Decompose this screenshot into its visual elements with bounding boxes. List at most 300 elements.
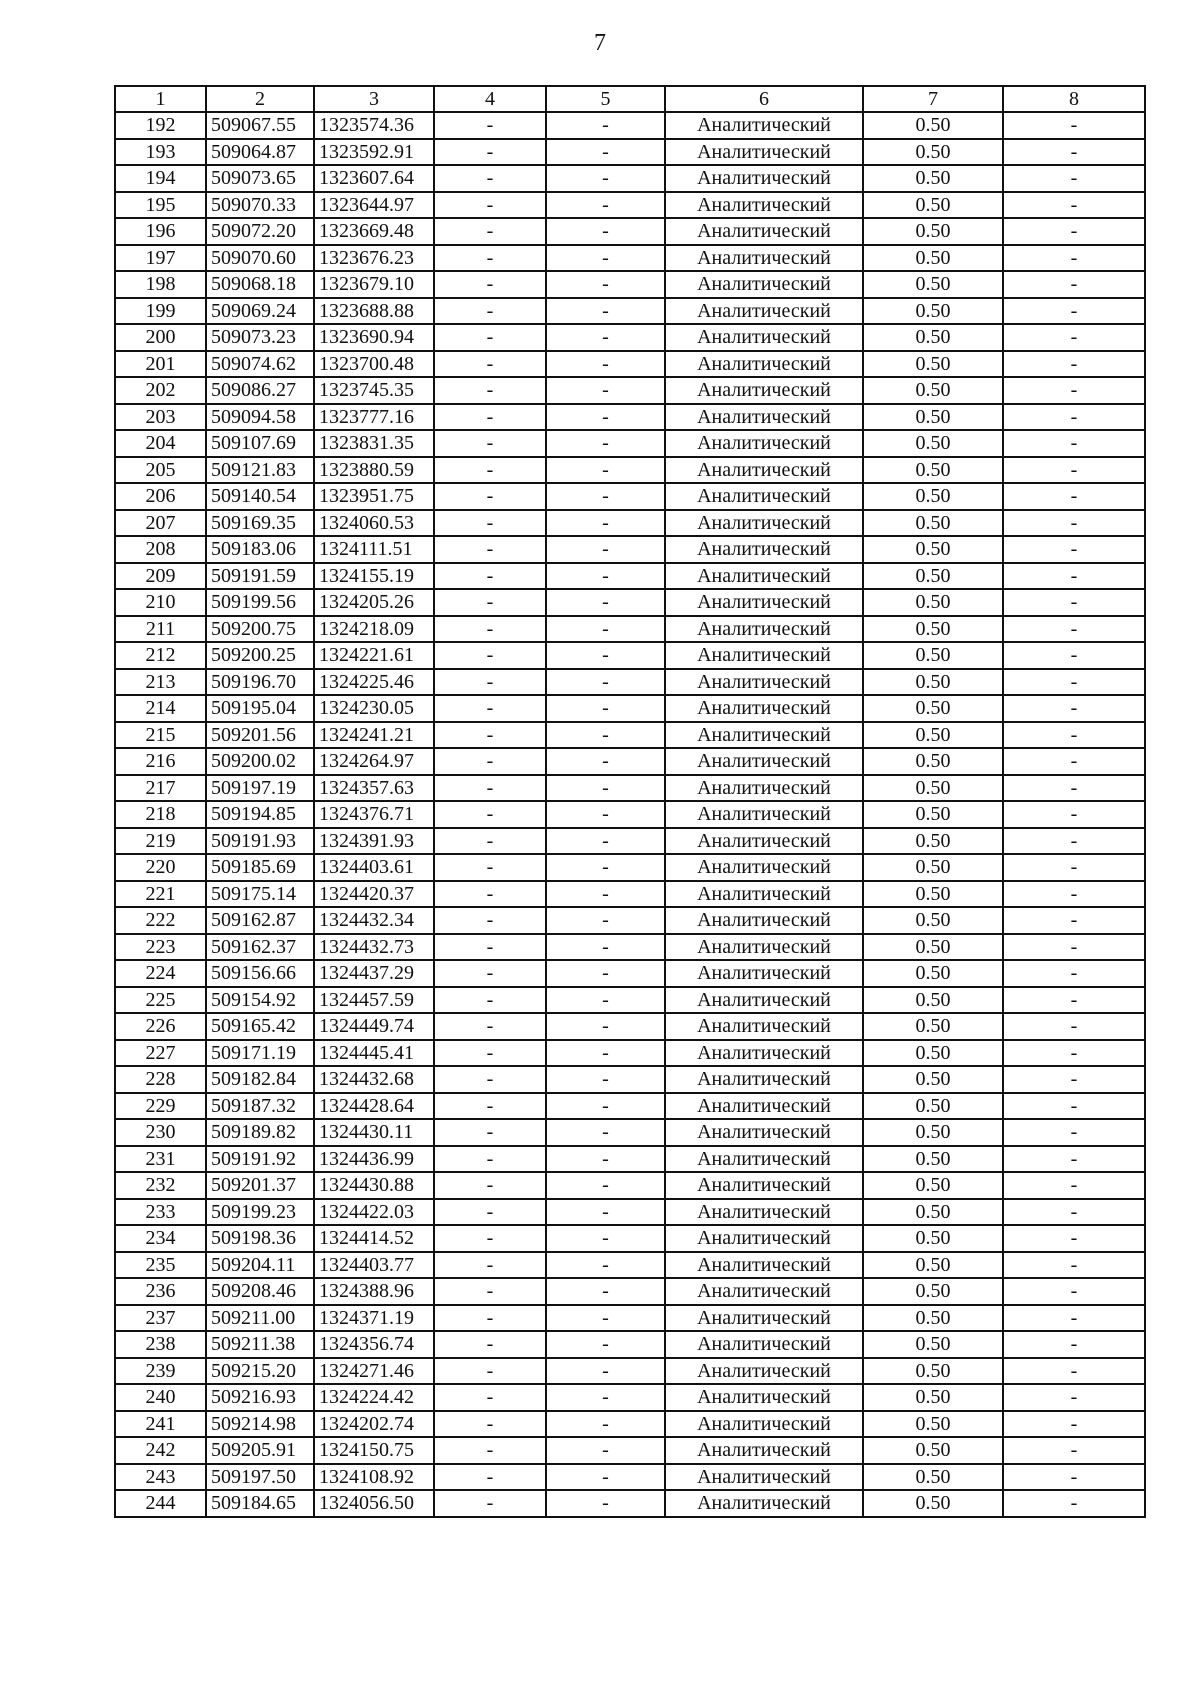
cell-method: Аналитический — [665, 775, 863, 802]
cell-col-4: - — [434, 1358, 546, 1385]
cell-col-5: - — [546, 801, 665, 828]
cell-col-5: - — [546, 1358, 665, 1385]
cell-col-8: - — [1003, 139, 1145, 166]
cell-method: Аналитический — [665, 1066, 863, 1093]
cell-accuracy: 0.50 — [863, 722, 1003, 749]
cell-col-4: - — [434, 1040, 546, 1067]
cell-coord-y: 1324218.09 — [314, 616, 434, 643]
cell-coord-x: 509200.02 — [206, 748, 314, 775]
cell-coord-x: 509107.69 — [206, 430, 314, 457]
cell-coord-y: 1323669.48 — [314, 218, 434, 245]
cell-col-4: - — [434, 536, 546, 563]
cell-col-4: - — [434, 1252, 546, 1279]
cell-point-number: 193 — [115, 139, 206, 166]
cell-method: Аналитический — [665, 881, 863, 908]
cell-method: Аналитический — [665, 854, 863, 881]
table-row — [115, 801, 1145, 828]
cell-method: Аналитический — [665, 616, 863, 643]
cell-method: Аналитический — [665, 589, 863, 616]
cell-col-4: - — [434, 589, 546, 616]
cell-col-4: - — [434, 616, 546, 643]
cell-col-5: - — [546, 192, 665, 219]
table-row — [115, 1252, 1145, 1279]
cell-col-5: - — [546, 775, 665, 802]
cell-col-5: - — [546, 351, 665, 378]
cell-point-number: 232 — [115, 1172, 206, 1199]
cell-col-4: - — [434, 112, 546, 139]
table-row — [115, 987, 1145, 1014]
cell-method: Аналитический — [665, 298, 863, 325]
cell-col-4: - — [434, 1172, 546, 1199]
column-header-8: 8 — [1003, 86, 1145, 112]
cell-col-5: - — [546, 1305, 665, 1332]
cell-coord-x: 509162.87 — [206, 907, 314, 934]
cell-col-8: - — [1003, 404, 1145, 431]
cell-coord-y: 1323951.75 — [314, 483, 434, 510]
cell-accuracy: 0.50 — [863, 1199, 1003, 1226]
cell-coord-y: 1324420.37 — [314, 881, 434, 908]
cell-col-5: - — [546, 748, 665, 775]
table-row — [115, 404, 1145, 431]
table-row — [115, 881, 1145, 908]
cell-point-number: 244 — [115, 1490, 206, 1517]
cell-coord-y: 1323592.91 — [314, 139, 434, 166]
cell-method: Аналитический — [665, 960, 863, 987]
cell-point-number: 216 — [115, 748, 206, 775]
cell-accuracy: 0.50 — [863, 271, 1003, 298]
cell-col-8: - — [1003, 960, 1145, 987]
cell-col-5: - — [546, 1331, 665, 1358]
cell-coord-x: 509067.55 — [206, 112, 314, 139]
cell-col-8: - — [1003, 218, 1145, 245]
cell-coord-x: 509201.56 — [206, 722, 314, 749]
cell-col-4: - — [434, 165, 546, 192]
cell-col-8: - — [1003, 1411, 1145, 1438]
table-row — [115, 351, 1145, 378]
cell-coord-x: 509064.87 — [206, 139, 314, 166]
cell-col-5: - — [546, 695, 665, 722]
cell-col-8: - — [1003, 642, 1145, 669]
cell-col-8: - — [1003, 1093, 1145, 1120]
cell-accuracy: 0.50 — [863, 483, 1003, 510]
cell-accuracy: 0.50 — [863, 589, 1003, 616]
cell-method: Аналитический — [665, 1146, 863, 1173]
cell-col-8: - — [1003, 987, 1145, 1014]
cell-col-8: - — [1003, 1119, 1145, 1146]
cell-point-number: 224 — [115, 960, 206, 987]
cell-coord-x: 509185.69 — [206, 854, 314, 881]
cell-point-number: 234 — [115, 1225, 206, 1252]
cell-col-4: - — [434, 1199, 546, 1226]
cell-accuracy: 0.50 — [863, 245, 1003, 272]
cell-col-8: - — [1003, 324, 1145, 351]
cell-col-5: - — [546, 563, 665, 590]
cell-coord-y: 1324414.52 — [314, 1225, 434, 1252]
cell-point-number: 194 — [115, 165, 206, 192]
cell-col-5: - — [546, 907, 665, 934]
cell-coord-y: 1324155.19 — [314, 563, 434, 590]
cell-coord-y: 1324376.71 — [314, 801, 434, 828]
table-row — [115, 1146, 1145, 1173]
cell-method: Аналитический — [665, 1225, 863, 1252]
cell-method: Аналитический — [665, 722, 863, 749]
cell-coord-x: 509074.62 — [206, 351, 314, 378]
table-row — [115, 1093, 1145, 1120]
cell-col-8: - — [1003, 165, 1145, 192]
cell-col-4: - — [434, 828, 546, 855]
cell-col-4: - — [434, 1278, 546, 1305]
cell-col-4: - — [434, 563, 546, 590]
cell-col-8: - — [1003, 1358, 1145, 1385]
column-header-5: 5 — [546, 86, 665, 112]
table-row — [115, 669, 1145, 696]
cell-coord-y: 1324357.63 — [314, 775, 434, 802]
cell-coord-y: 1324356.74 — [314, 1331, 434, 1358]
cell-coord-x: 509189.82 — [206, 1119, 314, 1146]
cell-coord-x: 509200.75 — [206, 616, 314, 643]
cell-accuracy: 0.50 — [863, 324, 1003, 351]
cell-accuracy: 0.50 — [863, 1331, 1003, 1358]
cell-point-number: 220 — [115, 854, 206, 881]
cell-coord-x: 509094.58 — [206, 404, 314, 431]
cell-col-4: - — [434, 1411, 546, 1438]
cell-method: Аналитический — [665, 218, 863, 245]
cell-col-8: - — [1003, 722, 1145, 749]
table-row — [115, 112, 1145, 139]
cell-point-number: 201 — [115, 351, 206, 378]
cell-method: Аналитический — [665, 1358, 863, 1385]
cell-accuracy: 0.50 — [863, 987, 1003, 1014]
cell-col-5: - — [546, 430, 665, 457]
cell-col-4: - — [434, 271, 546, 298]
cell-col-8: - — [1003, 430, 1145, 457]
cell-point-number: 195 — [115, 192, 206, 219]
cell-coord-x: 509175.14 — [206, 881, 314, 908]
cell-col-4: - — [434, 218, 546, 245]
cell-col-5: - — [546, 642, 665, 669]
cell-method: Аналитический — [665, 669, 863, 696]
cell-point-number: 207 — [115, 510, 206, 537]
cell-accuracy: 0.50 — [863, 1464, 1003, 1491]
cell-accuracy: 0.50 — [863, 563, 1003, 590]
cell-point-number: 223 — [115, 934, 206, 961]
cell-col-4: - — [434, 324, 546, 351]
cell-col-4: - — [434, 775, 546, 802]
cell-coord-y: 1324111.51 — [314, 536, 434, 563]
cell-col-5: - — [546, 828, 665, 855]
cell-coord-x: 509121.83 — [206, 457, 314, 484]
cell-point-number: 222 — [115, 907, 206, 934]
cell-accuracy: 0.50 — [863, 775, 1003, 802]
cell-method: Аналитический — [665, 1464, 863, 1491]
table-row — [115, 536, 1145, 563]
cell-col-8: - — [1003, 1278, 1145, 1305]
cell-coord-y: 1324430.11 — [314, 1119, 434, 1146]
cell-method: Аналитический — [665, 563, 863, 590]
cell-col-4: - — [434, 483, 546, 510]
cell-method: Аналитический — [665, 165, 863, 192]
cell-coord-x: 509216.93 — [206, 1384, 314, 1411]
table-row — [115, 1437, 1145, 1464]
cell-point-number: 209 — [115, 563, 206, 590]
table-row — [115, 1305, 1145, 1332]
cell-accuracy: 0.50 — [863, 1305, 1003, 1332]
cell-point-number: 236 — [115, 1278, 206, 1305]
cell-coord-x: 509211.00 — [206, 1305, 314, 1332]
table-row — [115, 1490, 1145, 1517]
cell-point-number: 238 — [115, 1331, 206, 1358]
cell-accuracy: 0.50 — [863, 907, 1003, 934]
cell-coord-y: 1324108.92 — [314, 1464, 434, 1491]
cell-point-number: 240 — [115, 1384, 206, 1411]
cell-col-8: - — [1003, 589, 1145, 616]
cell-coord-y: 1324371.19 — [314, 1305, 434, 1332]
cell-accuracy: 0.50 — [863, 881, 1003, 908]
cell-col-4: - — [434, 1066, 546, 1093]
cell-coord-x: 509215.20 — [206, 1358, 314, 1385]
table-row — [115, 1172, 1145, 1199]
table-row — [115, 722, 1145, 749]
cell-col-4: - — [434, 430, 546, 457]
cell-col-8: - — [1003, 1066, 1145, 1093]
cell-col-5: - — [546, 1199, 665, 1226]
cell-accuracy: 0.50 — [863, 1278, 1003, 1305]
table-row — [115, 828, 1145, 855]
cell-coord-x: 509182.84 — [206, 1066, 314, 1093]
cell-col-4: - — [434, 139, 546, 166]
cell-coord-x: 509156.66 — [206, 960, 314, 987]
cell-coord-x: 509191.92 — [206, 1146, 314, 1173]
table-body — [115, 112, 1145, 1517]
cell-accuracy: 0.50 — [863, 934, 1003, 961]
cell-coord-x: 509073.65 — [206, 165, 314, 192]
cell-col-5: - — [546, 457, 665, 484]
page-number: 7 — [594, 30, 606, 56]
cell-point-number: 233 — [115, 1199, 206, 1226]
cell-method: Аналитический — [665, 1305, 863, 1332]
table-row — [115, 192, 1145, 219]
table-row — [115, 1331, 1145, 1358]
cell-point-number: 239 — [115, 1358, 206, 1385]
table-row — [115, 907, 1145, 934]
table-row — [115, 616, 1145, 643]
table-row — [115, 165, 1145, 192]
cell-accuracy: 0.50 — [863, 139, 1003, 166]
cell-accuracy: 0.50 — [863, 801, 1003, 828]
cell-col-5: - — [546, 1146, 665, 1173]
cell-coord-y: 1323676.23 — [314, 245, 434, 272]
cell-accuracy: 0.50 — [863, 748, 1003, 775]
cell-col-8: - — [1003, 1305, 1145, 1332]
cell-coord-y: 1324060.53 — [314, 510, 434, 537]
cell-coord-y: 1323607.64 — [314, 165, 434, 192]
cell-coord-y: 1324388.96 — [314, 1278, 434, 1305]
cell-method: Аналитический — [665, 987, 863, 1014]
cell-coord-x: 509211.38 — [206, 1331, 314, 1358]
table-row — [115, 139, 1145, 166]
cell-accuracy: 0.50 — [863, 695, 1003, 722]
table-row — [115, 1358, 1145, 1385]
cell-coord-y: 1324391.93 — [314, 828, 434, 855]
cell-col-4: - — [434, 1331, 546, 1358]
cell-accuracy: 0.50 — [863, 960, 1003, 987]
cell-point-number: 197 — [115, 245, 206, 272]
cell-accuracy: 0.50 — [863, 377, 1003, 404]
cell-col-5: - — [546, 245, 665, 272]
table-row — [115, 1384, 1145, 1411]
cell-coord-y: 1324457.59 — [314, 987, 434, 1014]
cell-accuracy: 0.50 — [863, 510, 1003, 537]
cell-method: Аналитический — [665, 1411, 863, 1438]
cell-point-number: 230 — [115, 1119, 206, 1146]
table-row — [115, 854, 1145, 881]
cell-col-8: - — [1003, 1172, 1145, 1199]
cell-coord-x: 509072.20 — [206, 218, 314, 245]
cell-point-number: 225 — [115, 987, 206, 1014]
cell-coord-y: 1323700.48 — [314, 351, 434, 378]
cell-accuracy: 0.50 — [863, 1013, 1003, 1040]
cell-accuracy: 0.50 — [863, 1384, 1003, 1411]
cell-method: Аналитический — [665, 828, 863, 855]
cell-method: Аналитический — [665, 510, 863, 537]
cell-coord-y: 1323831.35 — [314, 430, 434, 457]
cell-col-4: - — [434, 881, 546, 908]
cell-col-4: - — [434, 669, 546, 696]
cell-accuracy: 0.50 — [863, 669, 1003, 696]
cell-coord-y: 1324432.34 — [314, 907, 434, 934]
table-row — [115, 563, 1145, 590]
cell-method: Аналитический — [665, 324, 863, 351]
cell-method: Аналитический — [665, 483, 863, 510]
cell-accuracy: 0.50 — [863, 351, 1003, 378]
cell-coord-y: 1324437.29 — [314, 960, 434, 987]
cell-point-number: 215 — [115, 722, 206, 749]
cell-accuracy: 0.50 — [863, 218, 1003, 245]
cell-coord-x: 509199.56 — [206, 589, 314, 616]
table-row — [115, 1411, 1145, 1438]
cell-col-4: - — [434, 987, 546, 1014]
cell-col-4: - — [434, 457, 546, 484]
cell-col-4: - — [434, 1384, 546, 1411]
cell-col-8: - — [1003, 695, 1145, 722]
cell-accuracy: 0.50 — [863, 1040, 1003, 1067]
cell-coord-y: 1324403.77 — [314, 1252, 434, 1279]
cell-col-5: - — [546, 1093, 665, 1120]
cell-col-4: - — [434, 351, 546, 378]
cell-col-4: - — [434, 1119, 546, 1146]
cell-coord-y: 1324445.41 — [314, 1040, 434, 1067]
cell-col-8: - — [1003, 536, 1145, 563]
cell-col-4: - — [434, 801, 546, 828]
cell-point-number: 221 — [115, 881, 206, 908]
cell-coord-y: 1324150.75 — [314, 1437, 434, 1464]
cell-col-8: - — [1003, 192, 1145, 219]
cell-col-4: - — [434, 510, 546, 537]
cell-accuracy: 0.50 — [863, 404, 1003, 431]
cell-coord-x: 509197.50 — [206, 1464, 314, 1491]
cell-coord-x: 509068.18 — [206, 271, 314, 298]
cell-coord-y: 1324224.42 — [314, 1384, 434, 1411]
cell-col-8: - — [1003, 669, 1145, 696]
cell-coord-x: 509199.23 — [206, 1199, 314, 1226]
table-row — [115, 695, 1145, 722]
cell-coord-x: 509194.85 — [206, 801, 314, 828]
cell-col-8: - — [1003, 1490, 1145, 1517]
cell-method: Аналитический — [665, 1013, 863, 1040]
cell-col-5: - — [546, 1013, 665, 1040]
cell-coord-y: 1324271.46 — [314, 1358, 434, 1385]
cell-coord-x: 509070.60 — [206, 245, 314, 272]
cell-col-8: - — [1003, 801, 1145, 828]
cell-method: Аналитический — [665, 1199, 863, 1226]
cell-method: Аналитический — [665, 1252, 863, 1279]
table-row — [115, 377, 1145, 404]
cell-col-5: - — [546, 1490, 665, 1517]
cell-accuracy: 0.50 — [863, 1252, 1003, 1279]
cell-coord-y: 1324202.74 — [314, 1411, 434, 1438]
cell-col-4: - — [434, 192, 546, 219]
cell-method: Аналитический — [665, 907, 863, 934]
cell-col-8: - — [1003, 934, 1145, 961]
table-row — [115, 1040, 1145, 1067]
cell-accuracy: 0.50 — [863, 1225, 1003, 1252]
cell-col-8: - — [1003, 1384, 1145, 1411]
cell-method: Аналитический — [665, 271, 863, 298]
cell-coord-x: 509204.11 — [206, 1252, 314, 1279]
table-row — [115, 430, 1145, 457]
cell-col-5: - — [546, 1464, 665, 1491]
cell-coord-x: 509205.91 — [206, 1437, 314, 1464]
cell-coord-x: 509154.92 — [206, 987, 314, 1014]
cell-point-number: 212 — [115, 642, 206, 669]
cell-col-4: - — [434, 1225, 546, 1252]
cell-point-number: 205 — [115, 457, 206, 484]
cell-col-5: - — [546, 536, 665, 563]
cell-method: Аналитический — [665, 1040, 863, 1067]
cell-col-8: - — [1003, 1331, 1145, 1358]
table-row — [115, 775, 1145, 802]
cell-method: Аналитический — [665, 801, 863, 828]
cell-method: Аналитический — [665, 642, 863, 669]
cell-col-8: - — [1003, 112, 1145, 139]
cell-point-number: 229 — [115, 1093, 206, 1120]
cell-col-4: - — [434, 907, 546, 934]
cell-accuracy: 0.50 — [863, 1066, 1003, 1093]
table-row — [115, 298, 1145, 325]
cell-coord-x: 509197.19 — [206, 775, 314, 802]
cell-col-5: - — [546, 165, 665, 192]
cell-coord-y: 1323679.10 — [314, 271, 434, 298]
cell-col-5: - — [546, 1252, 665, 1279]
cell-accuracy: 0.50 — [863, 1146, 1003, 1173]
cell-coord-y: 1324436.99 — [314, 1146, 434, 1173]
cell-col-8: - — [1003, 616, 1145, 643]
cell-coord-x: 509198.36 — [206, 1225, 314, 1252]
cell-coord-x: 509086.27 — [206, 377, 314, 404]
cell-col-5: - — [546, 298, 665, 325]
cell-col-4: - — [434, 722, 546, 749]
cell-col-5: - — [546, 1172, 665, 1199]
cell-method: Аналитический — [665, 1437, 863, 1464]
cell-col-4: - — [434, 748, 546, 775]
table-row — [115, 510, 1145, 537]
cell-col-4: - — [434, 1146, 546, 1173]
cell-point-number: 204 — [115, 430, 206, 457]
cell-col-8: - — [1003, 563, 1145, 590]
cell-col-4: - — [434, 377, 546, 404]
cell-col-5: - — [546, 510, 665, 537]
cell-method: Аналитический — [665, 1119, 863, 1146]
